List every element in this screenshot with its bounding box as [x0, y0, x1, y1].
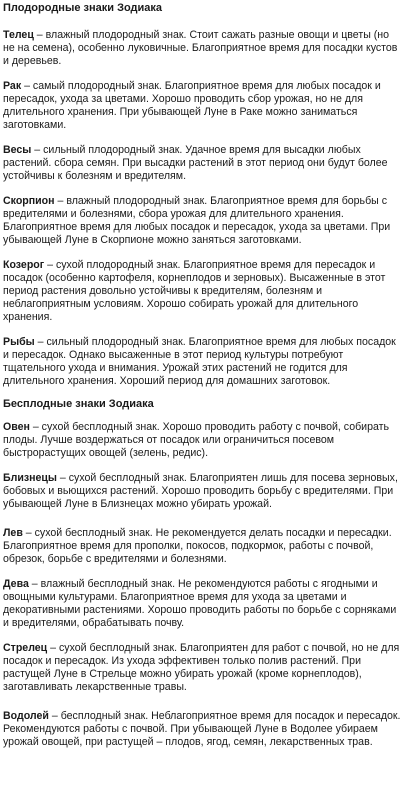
sign-paragraph-leo	[3, 527, 403, 566]
sign-name: Рыбы	[3, 336, 35, 348]
sign-paragraph-gemini	[3, 472, 403, 511]
sign-paragraph-taurus	[3, 29, 403, 68]
sign-text: – сильный плодородный знак. Благоприятное время для любых посадок и пересадок. Однако высаженные в этот период культуры потребуют тщательного ухода и внимания. Урожай этих растений не годится для длительного хранения. Хороший период для домашних заготовок.	[3, 336, 396, 387]
sign-paragraph-aries	[3, 421, 403, 460]
sign-name: Весы	[3, 144, 32, 156]
sign-name: Козерог	[3, 259, 45, 271]
sign-paragraph-scorpio	[3, 195, 403, 247]
sign-name: Рак	[3, 80, 22, 92]
sign-name: Водолей	[3, 710, 49, 722]
sign-text: – бесплодный знак. Неблагоприятное время для посадок и пересадок. Рекомендуются работы с почвой. При убывающей Луне в Водолее убираем урожай овощей, при растущей – плодов, ягод, семян, лекарственных трав.	[3, 710, 401, 748]
sign-paragraph-capricorn	[3, 259, 403, 324]
sign-name: Стрелец	[3, 642, 48, 654]
sign-text: – влажный бесплодный знак. Не рекомендуются работы с ягодными и овощными культурами. Благоприятное время для ухода за цветами и декоративными растениями. Хорошо проводить работы по борьбе с сорняками и вредителями, обрабатывать почву.	[3, 578, 397, 629]
sign-name: Скорпион	[3, 195, 55, 207]
sign-name: Лев	[3, 527, 23, 539]
barren-heading: Бесплодные знаки Зодиака	[3, 398, 154, 410]
sign-text: – самый плодородный знак. Благоприятное время для любых посадок и пересадок, ухода за цветами. Хорошо проводить сбор урожая, но не для длительного хранения. При убывающей Луне в Раке можно заниматься заготовками.	[3, 80, 381, 131]
sign-paragraph-sagittarius	[3, 642, 403, 694]
sign-name: Телец	[3, 29, 34, 41]
sign-paragraph-virgo	[3, 578, 403, 630]
sign-text: – сухой бесплодный знак. Не рекомендуется делать посадки и пересадки. Благоприятное время для прополки, покосов, подкормок, работы с почвой, обрезок, борьбе с вредителями и болезнями.	[3, 527, 392, 565]
sign-paragraph-pisces	[3, 336, 403, 388]
sign-text: – влажный плодородный знак. Стоит сажать разные овощи и цветы (но не на семена), особенно луковичные. Благоприятное время для посадки кустов и деревьев.	[3, 29, 398, 67]
sign-name: Овен	[3, 421, 30, 433]
sign-text: – сухой бесплодный знак. Хорошо проводить работу с почвой, собирать плоды. Лучше воздержаться от посадок или ограничиться посевом быстрорастущих овощей (зелень, редис).	[3, 421, 390, 459]
sign-text: – сухой бесплодный знак. Благоприятен лишь для посева зерновых, бобовых и вьющихся растений. Хорошо проводить борьбу с вредителями. При убывающей Луне в Близнецах можно убирать урожай.	[3, 472, 398, 510]
sign-text: – влажный плодородный знак. Благоприятное время для борьбы с вредителями и болезнями, сбора урожая для длительного хранения. Благоприятное время для любых посадок и пересадок, ухода за цветами. При убывающей Луне в Скорпионе можно заняться заготовками.	[3, 195, 391, 246]
sign-text: – сильный плодородный знак. Удачное время для высадки любых растений. сбора семян. При высадки растений в этот период они будут более устойчивы к болезням и вредителям.	[3, 144, 388, 182]
sign-name: Дева	[3, 578, 29, 590]
sign-text: – сухой плодородный знак. Благоприятное время для пересадок и посадок (особенно картофеля, корнеплодов и зерновых). Высаженные в этот период растения довольно устойчивы к вредителям, болезням и неблагоприятным условиям. Хорошо собирать урожай для длительного хранения.	[3, 259, 386, 323]
sign-name: Близнецы	[3, 472, 57, 484]
fertile-heading: Плодородные знаки Зодиака	[3, 2, 163, 14]
sign-paragraph-aquarius	[3, 710, 403, 749]
sign-paragraph-libra	[3, 144, 403, 183]
sign-text: – сухой бесплодный знак. Благоприятен для работ с почвой, но не для посадок и пересадок. Из ухода эффективен только полив растений. При растущей Луне в Стрельце можно убирать урожай (кроме корнеплодов), заготавливать лекарственные травы.	[3, 642, 400, 693]
sign-paragraph-cancer	[3, 80, 403, 132]
